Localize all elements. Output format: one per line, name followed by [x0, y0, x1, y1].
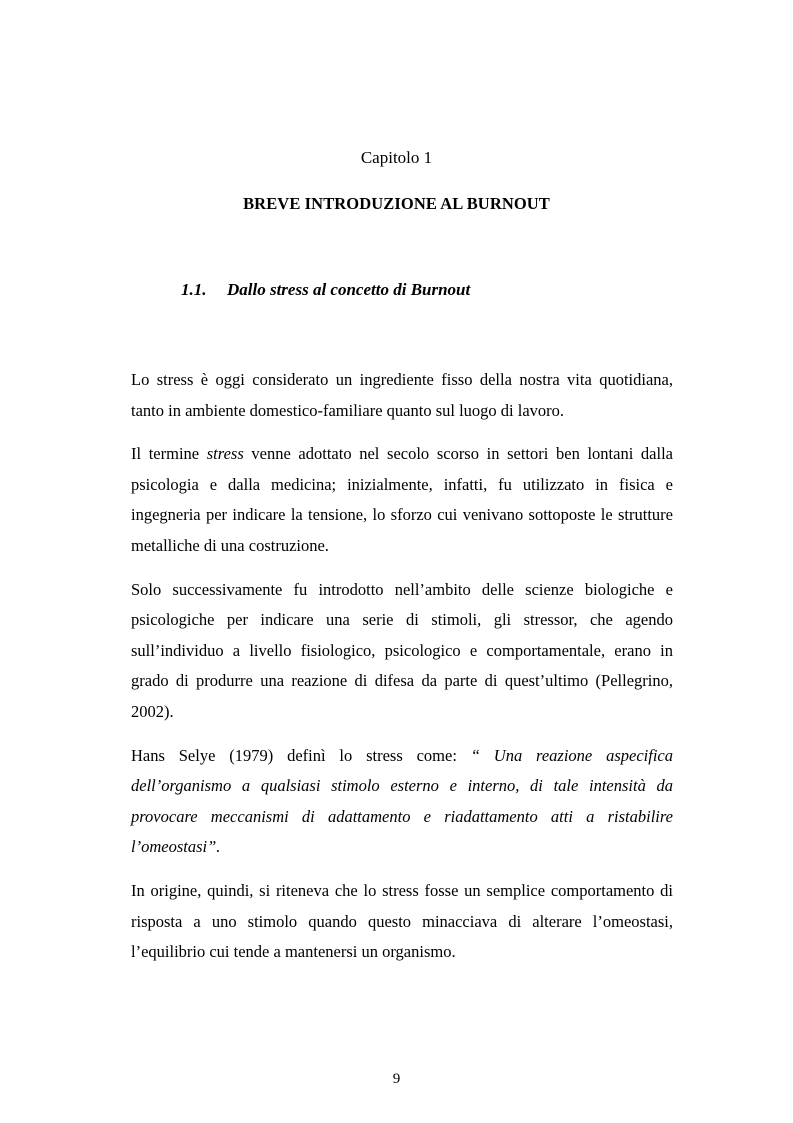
paragraph-5: In origine, quindi, si riteneva che lo stress fosse un semplice comportamento di risposta a uno stimolo quando questo minacciava di alterare l’omeostasi, l’equilibrio cui tende a mantenersi un organismo.	[131, 880, 673, 962]
page-number: 9	[392, 1071, 401, 1087]
paragraph-2-intro: Il termine	[131, 444, 207, 464]
selye-quote: “ Una reazione aspecifica dell’organismo a qualsiasi stimolo esterno e interno, di tale intensità da provocare meccanismi di adattamento e riadattamento atti a ristabilire l’omeostasi”.	[131, 745, 673, 857]
chapter-title: BREVE INTRODUZIONE AL BURNOUT	[243, 194, 550, 213]
paragraph-2-rest: venne adottato nel secolo scorso in settori ben lontani dalla psicologia e dalla medicina; inizialmente, infatti, fu utilizzato in fisica e ingegneria per indicare la tensione, lo sforzo cui venivano sottoposte le strutture metalliche di una costruzione.	[131, 444, 673, 555]
paragraph-2	[131, 439, 673, 561]
section-number: 1.1.	[181, 280, 207, 299]
section-heading	[181, 280, 470, 300]
paragraph-3: Solo successivamente fu introdotto nell’ambito delle scienze biologiche e psicologiche per indicare una serie di stimoli, gli stressor, che agendo sull’individuo a livello fisiologico, psicologico e comportamentale, erano in grado di produrre una reazione di difesa da parte di quest’ultimo (Pellegrino, 2002).	[131, 579, 673, 721]
section-title: Dallo stress al concetto di Burnout	[227, 280, 471, 299]
paragraph-4-intro: Hans Selye (1979) definì lo stress come:	[131, 745, 471, 765]
stress-term: stress	[206, 444, 244, 464]
body-text	[131, 365, 673, 981]
chapter-label: Capitolo 1	[360, 148, 433, 167]
paragraph-4	[131, 741, 673, 863]
paragraph-1: Lo stress è oggi considerato un ingrediente fisso della nostra vita quotidiana, tanto in ambiente domestico-familiare quanto sul luogo di lavoro.	[131, 370, 673, 420]
